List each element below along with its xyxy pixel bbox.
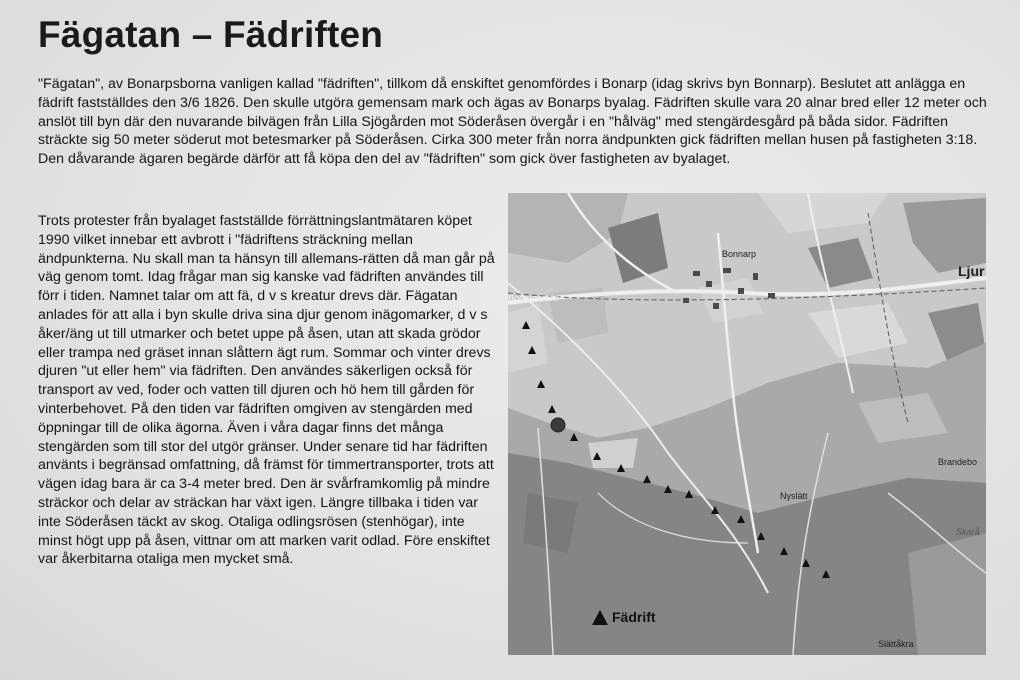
map-label-ljung: Ljur bbox=[958, 263, 985, 279]
map-label-skara: Skarå bbox=[956, 527, 980, 537]
map-label-nyslatt: Nyslätt bbox=[780, 491, 808, 501]
intro-paragraph: "Fägatan", av Bonarpsborna vanligen kallad "fädriften", tillkom då enskiftet genomfördes i Bonarp (idag skrivs byn Bonnarp). Beslutet att anlägga en fädrift fastställdes den 3/6 1826. Den skulle utgöra gemensam mark och ägas av Bonarps byalag. Fädriften skulle vara 20 alnar bred eller 12 meter och anslöt till byn där den nuvarande bilvägen från Lilla Sjögården mot Söderåsen övergår i en "hålväg" med stengärdesgård på båda sidor. Fädriften sträckte sig 50 meter söderut mot betesmarker på Söderåsen. Cirka 300 meter från norra ändpunkten gick fädriften mellan husen på fastigheten 3:18. Den dåvarande ägaren begärde därför att få köpa den del av "fädriften" som gick över fastigheten av byalaget. bbox=[38, 76, 987, 168]
triangle-marker-icon bbox=[592, 610, 608, 625]
route-map bbox=[508, 193, 986, 655]
map-label-brandebo: Brandebo bbox=[938, 457, 978, 467]
sign-title: Fägatan – Fädriften bbox=[38, 14, 384, 55]
map-label-bonnarp: Bonnarp bbox=[722, 249, 757, 259]
map-legend bbox=[592, 609, 656, 625]
body-paragraph: Trots protester från byalaget fastställde förrättningslantmätaren köpet 1990 vilket innebar ett avbrott i "fädriftens sträckning mellan ändpunkterna. Nu skall man ta hänsyn till allemans-rätten då man går på väg genom tomt. Idag frågar man sig kanske vad fädriften användes till förr i tiden. Namnet talar om att fä, d v s kreatur drevs där. Fägatan anlades för att alla i byn skulle driva sina djur genom inägomarker, d v s åker/äng ut till utmarker och betet uppe på åsen, utan att skada grödor eller trampa ned gräset innan slåttern ägt rum. Sommar och vinter drevs djuren "ut eller hem" via fädriften. Den användes säkerligen också för transport av ved, foder och vatten till djuren och hö hem till gården för vinterbehovet. På den tiden var fädriften omgiven av stengärden med öppningar till de olika ägorna. Även i våra dagar finns det många stengärden som till stor del utgör gränser. Under senare tid har fädriften använts i begränsad omfattning, då främst för timmertransporter, trots att vägen idag bara är ca 3-4 meter bred. Den är svårframkomlig på mindre sträckor och delar av sträckan har växt igen. Längre tillbaka i tiden var inte Söderåsen täckt av skog. Otaliga odlingsrösen (stenhögar), inte minst högt upp på åsen, vittnar om att marken varit odlad. Före enskiftet var åkerbitarna otaliga men mycket små. bbox=[38, 213, 495, 568]
map-label-slattakra: Slättåkra bbox=[878, 639, 914, 649]
map-label-bonarpsston: Bonarpsstön bbox=[508, 293, 559, 303]
legend-label: Fädrift bbox=[612, 609, 656, 625]
map-terrain bbox=[508, 193, 986, 655]
